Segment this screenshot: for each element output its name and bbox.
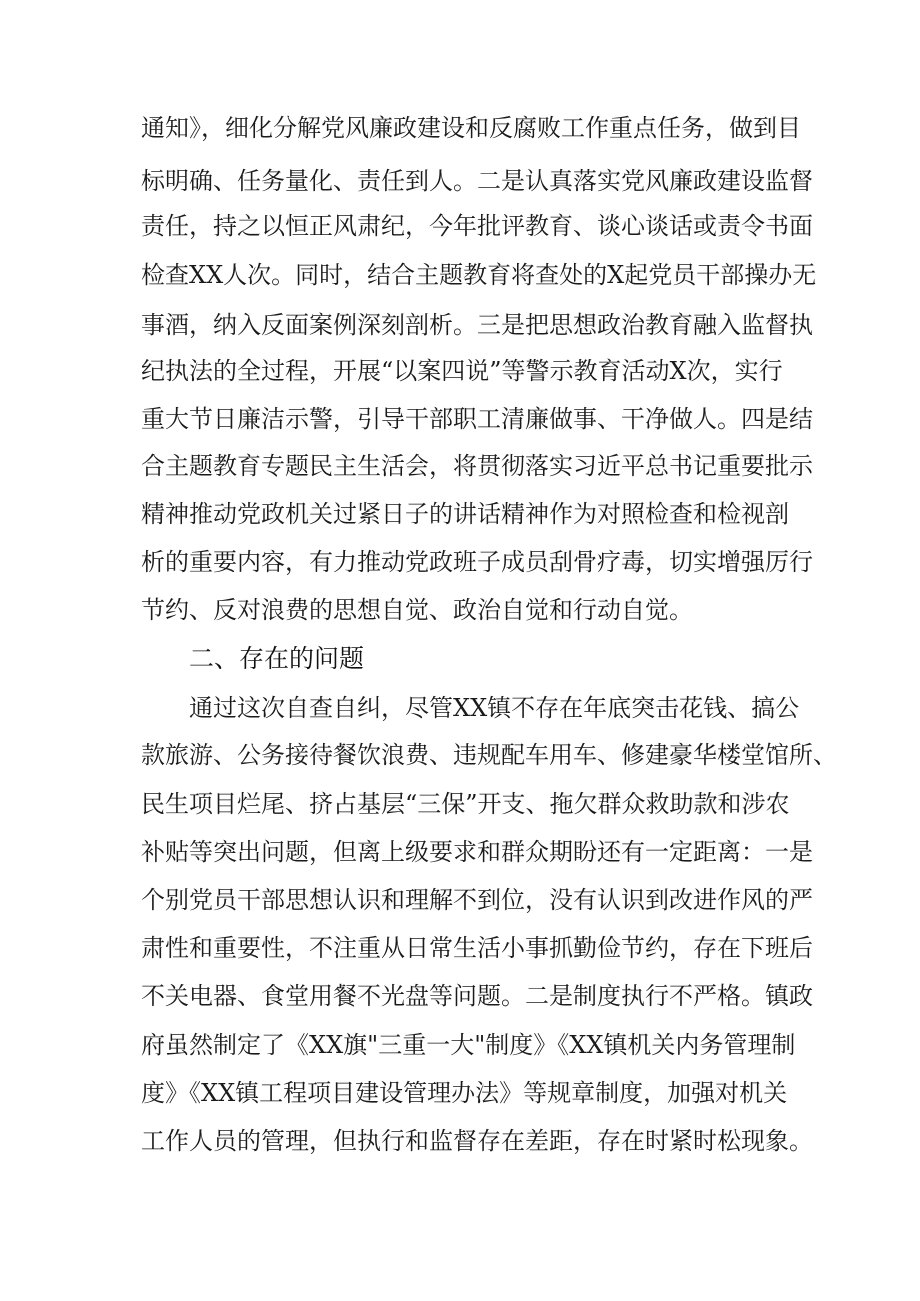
paragraph-2-line: 款旅游、公务接待餐饮浪费、违规配车用车、修建豪华楼堂馆所、	[141, 741, 837, 769]
paragraph-2-line: 度》《XX镇工程项目建设管理办法》等规章制度，加强对机关	[141, 1079, 788, 1107]
paragraph-2-line: 通过这次自查自纠，尽管XX镇不存在年底突击花钱、搞公	[189, 694, 800, 722]
paragraph-2-line: 工作人员的管理，但执行和监督存在差距，存在时紧时松现象。	[141, 1127, 813, 1155]
paragraph-2-line: 不关电器、食堂用餐不光盘等问题。二是制度执行不严格。镇政	[141, 982, 813, 1010]
paragraph-2-line: 补贴等突出问题，但离上级要求和群众期盼还有一定距离：一是	[141, 838, 813, 866]
paragraph-2-line: 府虽然制定了《XX旗"三重一大"制度》《XX镇机关内务管理制	[141, 1031, 796, 1059]
section-heading: 二、存在的问题	[189, 644, 365, 673]
paragraph-2-line: 民生项目烂尾、挤占基层“三保”开支、拖欠群众救助款和涉农	[141, 790, 790, 818]
paragraph-1-line: 责任，持之以恒正风肃纪，今年批评教育、谈心谈话或责令书面	[141, 212, 813, 240]
paragraph-1-line: 检查XX人次。同时，结合主题教育将查处的X起党员干部操办无	[141, 261, 817, 289]
paragraph-2-line: 肃性和重要性，不注重从日常生活小事抓勤俭节约，存在下班后	[141, 934, 813, 962]
paragraph-1-line: 标明确、任务量化、责任到人。二是认真落实党风廉政建设监督	[141, 167, 813, 195]
paragraph-1-line: 纪执法的全过程，开展“以案四说”等警示教育活动X次，实行	[141, 357, 783, 385]
paragraph-2-line: 个别党员干部思想认识和理解不到位，没有认识到改进作风的严	[141, 886, 813, 914]
paragraph-1-line: 事酒，纳入反面案例深刻剖析。三是把思想政治教育融入监督执	[141, 311, 813, 339]
paragraph-1-line: 析的重要内容，有力推动党政班子成员刮骨疗毒，切实增强厉行	[141, 548, 813, 576]
paragraph-1-line: 重大节日廉洁示警，引导干部职工清廉做事、干净做人。四是结	[141, 405, 813, 433]
paragraph-1-line: 合主题教育专题民主生活会，将贯彻落实习近平总书记重要批示	[141, 452, 813, 480]
paragraph-1-line: 节约、反对浪费的思想自觉、政治自觉和行动自觉。	[141, 596, 693, 624]
paragraph-1-line: 精神推动党政机关过紧日子的讲话精神作为对照检查和检视剖	[141, 500, 789, 528]
paragraph-1-line: 通知》，细化分解党风廉政建设和反腐败工作重点任务，做到目	[141, 114, 801, 142]
